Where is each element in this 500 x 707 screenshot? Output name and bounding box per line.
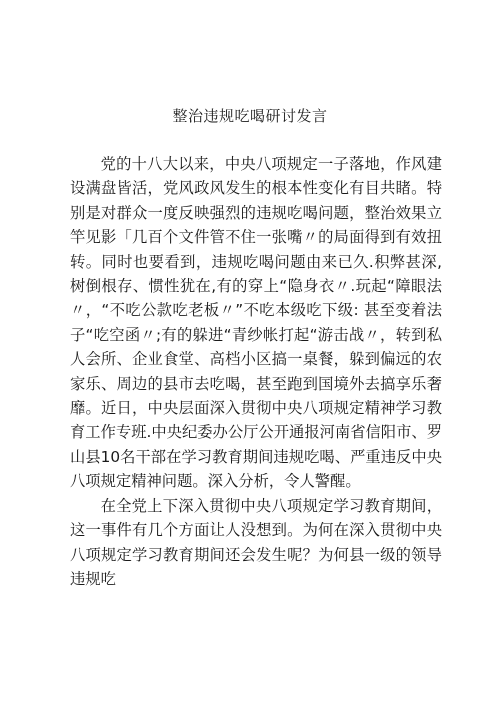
- document-title: 整治违规吃喝研讨发言: [172, 107, 328, 125]
- document-body: [70, 152, 442, 591]
- paragraph-1: 党的十八大以来，中央八项规定一子落地，作风建设满盘皆活，党风政风发生的根本性变化有目共睹。特别是对群众一度反映强烈的违规吃喝问题，整治效果立竿见影「几百个文件管不住一张嘴〃的局面得到有效扭转。同时也要看到，违规吃喝问题由来已久.积弊甚深,树倒根存、惯性犹在,有的穿上“隐身衣〃.玩起“障眼法〃，“不吃公款吃老板〃”不吃本级吃下级: 甚至变着法子“吃空函〃;有的躲进“青纱帐打起“游击战〃，转到私人会所、企业食堂、高档小区搞一桌餐，躲到偏远的农家乐、周边的县市去吃喝，甚至跑到国境外去搞享乐奢靡。近日，中央层面深入贯彻中央八项规定精神学习教育工作专班.中央纪委办公厅公开通报河南省信阳市、罗山县10名干部在学习教育期间违规吃喝、严重违反中央八项规定精神问题。深入分析，令人警醒。: [70, 155, 442, 491]
- paragraph-2: 在全党上下深入贯彻中央八项规定学习教育期间，这一事件有几个方面让人没想到。为何在深入贯彻中央八项规定学习教育期间还会发生呢？为何县一级的领导违规吃: [70, 496, 442, 588]
